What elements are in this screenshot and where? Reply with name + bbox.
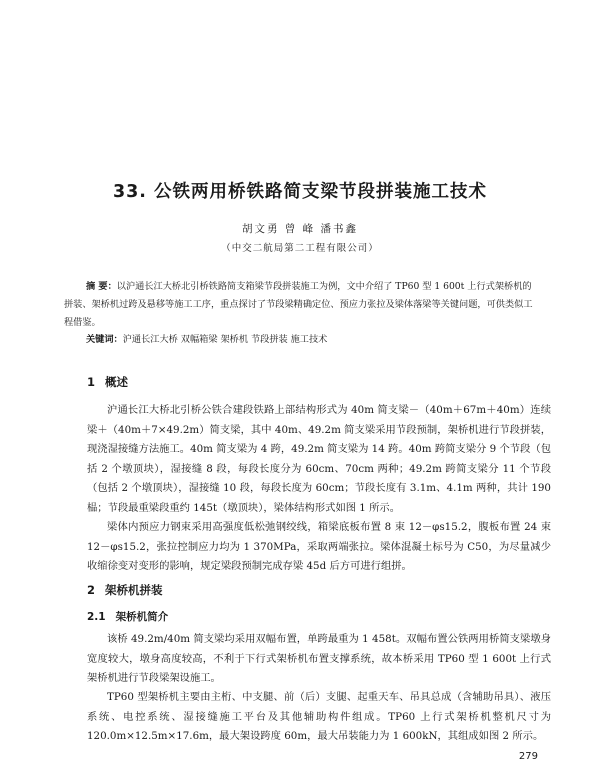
- section-title: 概述: [105, 375, 129, 389]
- subsection-title: 架桥机简介: [115, 611, 169, 623]
- subsection-number: 2.1: [87, 611, 106, 623]
- abstract: [64, 278, 540, 332]
- abstract-text: 以沪通长江大桥北引桥铁路简支箱梁节段拼装施工为例，文中介绍了 TP60 型 1 600t 上行式架桥机的拼装、架桥机过跨及悬移等施工工序，重点探讨了节段梁精确定位、预应力张拉及梁体落梁等关键问题，可供类似工程借鉴。: [64, 281, 533, 328]
- abstract-label: 摘 要：: [86, 281, 117, 292]
- keywords-text: 沪通长江大桥 双幅箱梁 架桥机 节段拼装 施工技术: [122, 334, 328, 345]
- section-heading-overview: [87, 374, 128, 390]
- section-title: 架桥机拼装: [105, 583, 163, 597]
- section-heading-erection: [87, 582, 163, 598]
- subsection-heading: [87, 609, 168, 624]
- body-paragraph: TP60 型架桥机主要由主桁、中支腿、前（后）支腿、起重天车、吊具总成（含辅助吊具）、液压系统、电控系统、湿接缝施工平台及其他辅助构件组成。TP60 上行式架桥机整机尺寸为 120.0m×12.5m×17.6m，最大架设跨度 60m，最大吊装能力为 1 600kN，其组成如图 2 所示。: [87, 691, 551, 742]
- section-number: 1: [87, 375, 96, 389]
- body-paragraph: 梁体内预应力钢束采用高强度低松弛钢绞线，箱梁底板布置 8 束 12－φs15.2，腹板布置 24 束 12－φs15.2，张拉控制应力均为 1 370MPa，采取两端张拉。梁体混凝土标号为 C50，为尽量减少收缩徐变对变形的影响，规定梁段预制完成存梁 45d 后方可进行组拼。: [87, 521, 551, 572]
- body-paragraph: 沪通长江大桥北引桥公铁合建段铁路上部结构形式为 40m 简支梁－（40m＋67m＋40m）连续梁＋（40m＋7×49.2m）简支梁，其中 40m、49.2m 简支梁采用节段预制，架桥机进行节段拼装，现浇湿接缝方法施工。40m 简支梁为 4 跨，49.2m 简支梁为 14 跨。40m 跨简支梁分 9 个节段（包括 2 个墩顶块），湿接缝 8 段，每段长度分为 60cm、70cm 两种；49.2m 跨简支梁分 11 个节段（包括 2 个墩顶块），湿接缝 10 段，每段长度为 60cm；节段长度有 3.1m、4.1m 两种，共计 190 榀；节段最重梁段重约 145t（墩顶块），梁体结构形式如图 1 所示。: [87, 404, 551, 514]
- section-number: 2: [87, 583, 96, 597]
- author-affiliation: （中交二航局第二工程有限公司）: [221, 243, 379, 254]
- body-paragraph: 该桥 49.2m/40m 简支梁均采用双幅布置，单跨最重为 1 458t。双幅布置公铁两用桥简支梁墩身宽度较大，墩身高度较高，不利于下行式架桥机布置支撑系统，故本桥采用 TP60 型 1 600t 上行式架桥机进行节段梁架设施工。: [87, 633, 551, 684]
- keywords: [86, 332, 546, 348]
- paper-title: 33. 公铁两用桥铁路简支梁节段拼装施工技术: [112, 182, 488, 202]
- keywords-label: 关键词：: [86, 334, 123, 345]
- page-number: 279: [518, 751, 538, 762]
- author-list: 胡文勇 曾 峰 潘书鑫: [241, 223, 358, 235]
